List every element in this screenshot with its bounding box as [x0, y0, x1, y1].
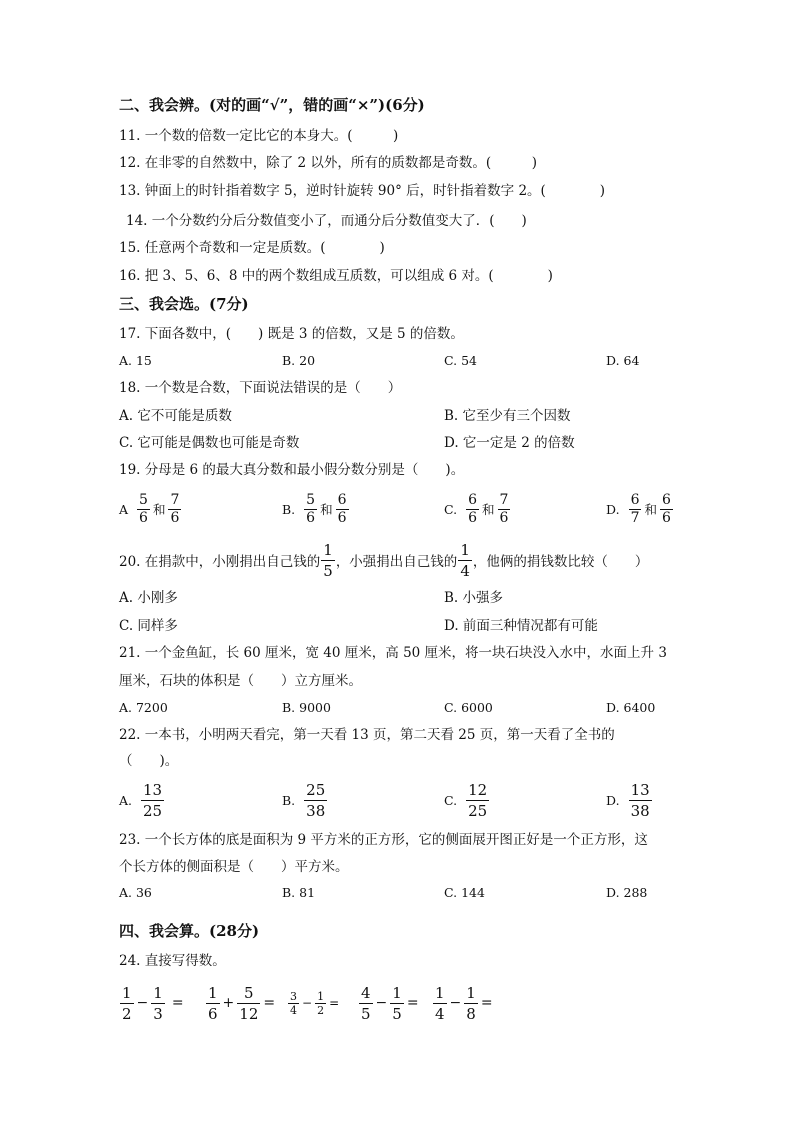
option-label: A	[119, 501, 129, 517]
q22-option-c	[444, 778, 490, 822]
q20-stem-part-2: ，小强捐出自己钱的	[335, 554, 458, 570]
question-24: 24. 直接写得数。	[119, 953, 226, 969]
q20-option-b: B. 小强多	[444, 590, 504, 606]
and-text: 和	[644, 502, 657, 517]
q18-option-c: C. 它可能是偶数也可能是奇数	[119, 435, 300, 451]
operator: −	[302, 996, 313, 1010]
operator: −	[375, 995, 388, 1011]
question-19: 19. 分母是 6 的最大真分数和最小假分数分别是（ )。	[119, 462, 465, 478]
q21-option-b: B. 9000	[282, 700, 331, 715]
fraction: 7 6	[170, 491, 180, 526]
q22-option-a	[119, 778, 165, 822]
fraction: 1 5	[323, 540, 333, 580]
operator: −	[136, 995, 149, 1011]
operator: −	[449, 995, 462, 1011]
q18-option-d: D. 它一定是 2 的倍数	[444, 435, 575, 451]
q22-option-d	[606, 778, 653, 822]
question-21-line-1: 21. 一个金鱼缸，长 60 厘米，宽 40 厘米，高 50 厘米，将一块石块没入水中，水面上升 3	[119, 645, 667, 661]
section-4-title: 四、我会算。(28分)	[119, 922, 260, 940]
q20-option-d: D. 前面三种情况都有可能	[444, 618, 598, 634]
question-23-line-1: 23. 一个长方体的底是面积为 9 平方米的正方形，它的侧面展开图正好是一个正方形，这	[119, 832, 648, 848]
fraction: $\frac{1}{3}$	[153, 983, 163, 1023]
operator: +	[222, 995, 235, 1011]
fraction: 4 5	[361, 983, 371, 1023]
calc-expression-2	[205, 978, 277, 1028]
fraction: 13 38	[630, 780, 650, 820]
section-3-title: 三、我会选。(7分)	[119, 295, 249, 313]
and-text: 和	[482, 502, 495, 517]
fraction: $\frac{1}{8}$	[466, 983, 476, 1023]
option-label: B.	[282, 792, 296, 808]
q19-option-b	[282, 487, 350, 531]
calc-expression-3	[287, 978, 341, 1028]
fraction: 1 4	[435, 983, 445, 1023]
option-label: D.	[606, 501, 620, 517]
question-20	[119, 538, 648, 582]
option-label: D.	[606, 792, 620, 808]
q19-option-d	[606, 487, 674, 531]
equals-sign: =	[329, 996, 340, 1010]
fraction: 5 6	[139, 491, 148, 526]
fraction: 5 6	[306, 491, 316, 526]
q23-option-a: A. 36	[119, 885, 152, 900]
equals-sign: =	[263, 995, 276, 1011]
fraction: $\frac{5}{12}$	[239, 983, 259, 1023]
q17-option-a: A. 15	[119, 353, 152, 368]
option-label: C.	[444, 501, 458, 517]
section-2-title: 二、我会辨。(对的画“√”，错的画“×”)(6分)	[119, 96, 425, 114]
option-label: A.	[119, 792, 133, 808]
fraction: 12 25	[468, 780, 488, 820]
fraction: 13 25	[143, 780, 163, 820]
q17-option-c: C. 54	[444, 353, 477, 368]
equals-sign: =	[480, 995, 493, 1011]
fraction: 1 2	[122, 983, 132, 1023]
fraction: 7 6	[499, 491, 509, 526]
q23-option-c: C. 144	[444, 885, 485, 900]
and-text: 和	[320, 502, 333, 517]
calc-expression-1	[119, 978, 186, 1028]
q18-option-b: B. 它至少有三个因数	[444, 408, 571, 424]
option-label: C.	[444, 792, 458, 808]
fraction: 6 6	[468, 491, 478, 526]
question-16: 16. 把 3、5、6、8 中的两个数组成互质数，可以组成 6 对。( )	[119, 268, 553, 284]
fraction: $\frac{1}{5}$	[392, 983, 402, 1023]
q19-option-a	[119, 487, 182, 531]
q19-option-c	[444, 487, 511, 531]
question-14: 14. 一个分数约分后分数值变小了，而通分后分数值变大了．( )	[126, 213, 527, 229]
question-11: 11. 一个数的倍数一定比它的本身大。( )	[119, 128, 399, 144]
question-23-line-2: 个长方体的侧面积是（ ）平方米。	[119, 859, 349, 875]
fraction: 6 6	[662, 491, 671, 526]
q17-option-b: B. 20	[282, 353, 316, 368]
q18-option-a: A. 它不可能是质数	[119, 408, 232, 424]
question-22-line-2: （ )。	[119, 753, 179, 769]
fraction: 1 4	[460, 540, 470, 580]
question-17: 17. 下面各数中，( ) 既是 3 的倍数，又是 5 的倍数。	[119, 326, 464, 342]
question-21-line-2: 厘米，石块的体积是（ ）立方厘米。	[119, 673, 362, 689]
q20-option-a: A. 小刚多	[119, 590, 178, 606]
q22-option-b	[282, 778, 328, 822]
q21-option-d: D. 6400	[606, 700, 656, 715]
question-13: 13. 钟面上的时针指着数字 5，逆时针旋转 90° 后，时针指着数字 2。( )	[119, 183, 606, 199]
question-22-line-1: 22. 一本书，小明两天看完，第一天看 13 页，第二天看 25 页，第一天看了全书的	[119, 727, 615, 743]
question-15: 15. 任意两个奇数和一定是质数。( )	[119, 240, 385, 256]
calc-expression-4	[358, 978, 421, 1028]
question-12: 12. 在非零的自然数中，除了 2 以外，所有的质数都是奇数。( )	[119, 155, 537, 171]
q20-stem-part-3: ，他俩的捐钱数比较（ ）	[472, 554, 649, 570]
equals-sign: =	[406, 995, 419, 1011]
fraction: 1 6	[208, 983, 218, 1023]
fraction: 6 7	[630, 491, 640, 526]
fraction: $\frac{1}{2}$	[317, 989, 325, 1017]
fraction: 3 4	[290, 989, 297, 1017]
q23-option-d: D. 288	[606, 885, 648, 900]
and-text: 和	[152, 502, 166, 517]
equals-sign: =	[171, 995, 184, 1011]
question-18: 18. 一个数是合数，下面说法错误的是（ ）	[119, 380, 402, 396]
q20-option-c: C. 同样多	[119, 618, 178, 634]
q20-stem-part-1: 20. 在捐款中，小刚捐出自己钱的	[119, 554, 321, 570]
q21-option-a: A. 7200	[119, 700, 168, 715]
option-label: B.	[282, 501, 296, 517]
fraction: 25 38	[306, 780, 326, 820]
fraction: 6 6	[337, 491, 347, 526]
q23-option-b: B. 81	[282, 885, 316, 900]
q17-option-d: D. 64	[606, 353, 640, 368]
q21-option-c: C. 6000	[444, 700, 493, 715]
calc-expression-5	[432, 978, 495, 1028]
